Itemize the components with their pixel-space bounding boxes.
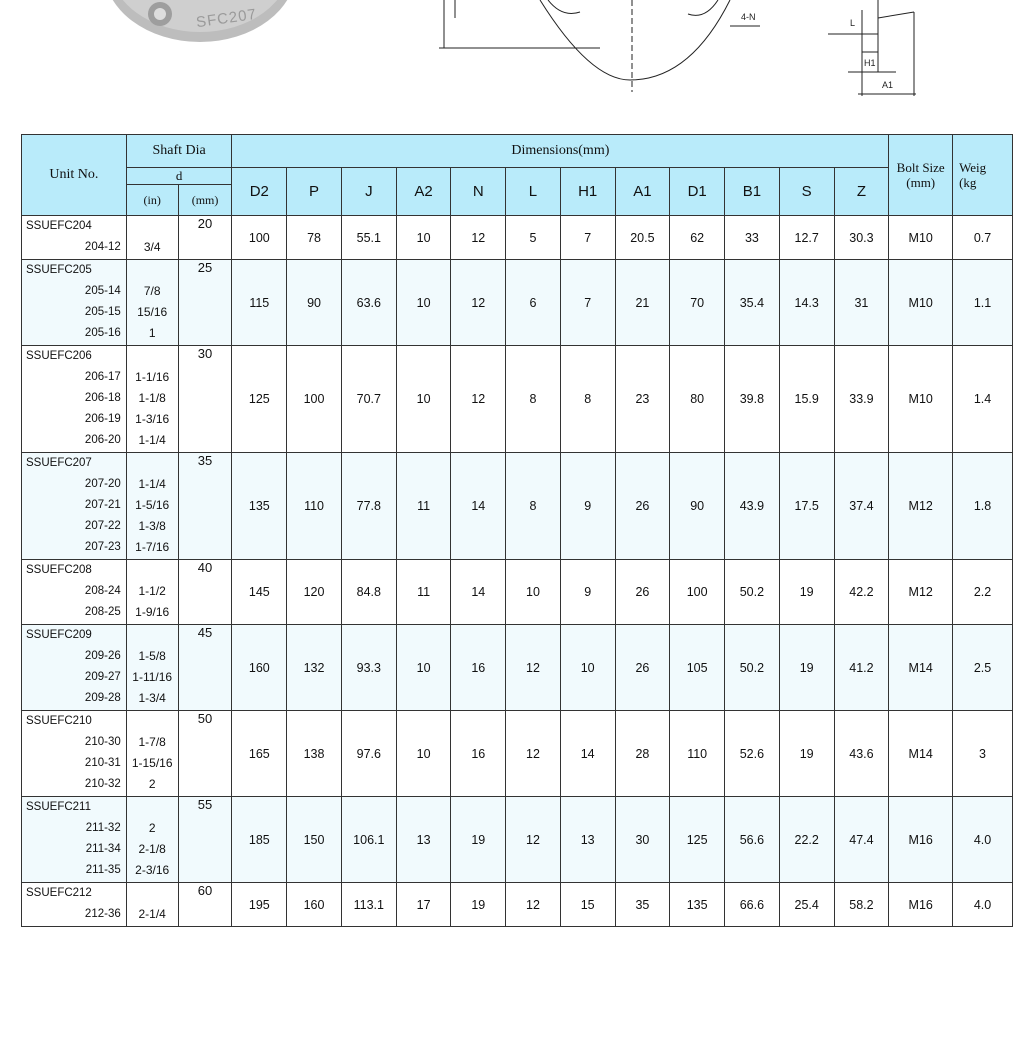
unit-model: SSUEFC209 — [26, 629, 92, 641]
dim-p-cell: 90 — [287, 260, 342, 346]
dim-s-cell: 15.9 — [779, 346, 834, 453]
header-shaft-dia: Shaft Dia — [126, 135, 232, 168]
unit-variant: 207-22 — [84, 520, 121, 532]
table-body — [22, 216, 1013, 927]
dim-p-cell: 150 — [287, 797, 342, 883]
dim-j-cell: 93.3 — [341, 625, 396, 711]
dim-h1-cell: 13 — [560, 797, 615, 883]
unit-variant: 208-24 — [84, 585, 121, 597]
dim-d2-cell: 195 — [232, 883, 287, 927]
dim-d1-cell: 100 — [670, 560, 725, 625]
dim-a1-cell: 35 — [615, 883, 670, 927]
dim-label-h1: H1 — [864, 58, 876, 68]
shaft-mm-cell: 60 — [178, 883, 232, 927]
shaft-inch-value: 1-11/16 — [132, 670, 173, 684]
dim-h1-cell: 7 — [560, 216, 615, 260]
bolt-size-cell: M10 — [889, 216, 953, 260]
dim-p-cell: 120 — [287, 560, 342, 625]
unit-no-cell — [22, 797, 127, 883]
table-header — [22, 135, 1013, 216]
table-row — [22, 216, 1013, 260]
spacer — [127, 260, 178, 281]
shaft-inch-cell — [126, 216, 178, 260]
bolt-size-cell: M10 — [889, 260, 953, 346]
header-col-j: J — [341, 168, 396, 216]
shaft-mm-cell: 20 — [178, 216, 232, 260]
spacer — [127, 797, 178, 818]
dim-d1-cell: 70 — [670, 260, 725, 346]
unit-variant: 207-20 — [84, 478, 121, 490]
header-col-b1: B1 — [725, 168, 780, 216]
dim-s-cell: 19 — [779, 711, 834, 797]
weight-cell: 2.2 — [953, 560, 1013, 625]
weight-cell: 1.1 — [953, 260, 1013, 346]
weight-cell: 1.4 — [953, 346, 1013, 453]
shaft-inch-value: 15/16 — [137, 305, 168, 319]
spacer — [127, 216, 178, 237]
shaft-inch-cell — [126, 453, 178, 560]
unit-variant: 210-32 — [84, 778, 121, 790]
dim-j-cell: 77.8 — [341, 453, 396, 560]
dim-p-cell: 160 — [287, 883, 342, 927]
dim-n-cell: 19 — [451, 797, 506, 883]
dim-a2-cell: 17 — [396, 883, 451, 927]
unit-model: SSUEFC211 — [26, 801, 91, 813]
unit-no-cell — [22, 260, 127, 346]
dim-z-cell: 37.4 — [834, 453, 889, 560]
dim-p-cell: 100 — [287, 346, 342, 453]
unit-variant: 206-17 — [84, 371, 121, 383]
dim-l-cell: 8 — [506, 346, 561, 453]
dim-z-cell: 43.6 — [834, 711, 889, 797]
dim-a1-cell: 20.5 — [615, 216, 670, 260]
weight-cell: 0.7 — [953, 216, 1013, 260]
dim-label-l: L — [850, 18, 856, 28]
shaft-inch-cell — [126, 625, 178, 711]
shaft-inch-value: 1-3/8 — [138, 519, 166, 533]
dim-a1-cell: 26 — [615, 625, 670, 711]
table-row — [22, 625, 1013, 711]
dim-p-cell: 132 — [287, 625, 342, 711]
unit-model: SSUEFC207 — [26, 457, 92, 469]
dim-n-cell: 14 — [451, 560, 506, 625]
shaft-inch-value: 1-5/8 — [138, 649, 166, 663]
header-weight-label: Weig — [959, 160, 987, 175]
unit-variant: 210-31 — [84, 757, 121, 769]
header-col-a2: A2 — [396, 168, 451, 216]
header-col-n: N — [451, 168, 506, 216]
unit-variant: 207-23 — [84, 541, 121, 553]
unit-model: SSUEFC206 — [26, 350, 92, 362]
dim-h1-cell: 9 — [560, 560, 615, 625]
technical-drawings — [0, 0, 1013, 110]
dim-h1-cell: 9 — [560, 453, 615, 560]
dim-s-cell: 14.3 — [779, 260, 834, 346]
header-d: d — [126, 168, 232, 185]
dim-d1-cell: 110 — [670, 711, 725, 797]
dim-d2-cell: 115 — [232, 260, 287, 346]
dim-d2-cell: 165 — [232, 711, 287, 797]
dim-p-cell: 110 — [287, 453, 342, 560]
table-row — [22, 260, 1013, 346]
dim-d1-cell: 90 — [670, 453, 725, 560]
dim-h1-cell: 8 — [560, 346, 615, 453]
table-row — [22, 560, 1013, 625]
shaft-inch-value: 1-3/4 — [138, 691, 166, 705]
spacer — [127, 346, 178, 367]
unit-model: SSUEFC205 — [26, 264, 92, 276]
header-col-a1: A1 — [615, 168, 670, 216]
dimension-table — [21, 134, 1013, 927]
dim-b1-cell: 52.6 — [725, 711, 780, 797]
shaft-inch-value: 1-1/4 — [138, 477, 166, 491]
header-in: (in) — [126, 185, 178, 216]
header-unit-no: Unit No. — [22, 135, 127, 216]
dim-a2-cell: 11 — [396, 453, 451, 560]
unit-no-cell — [22, 883, 127, 927]
spacer — [127, 711, 178, 732]
dim-h1-cell: 7 — [560, 260, 615, 346]
shaft-inch-value: 2-3/16 — [135, 863, 170, 877]
unit-variant: 205-16 — [84, 327, 121, 339]
dim-a2-cell: 13 — [396, 797, 451, 883]
dim-d2-cell: 100 — [232, 216, 287, 260]
unit-no-cell — [22, 346, 127, 453]
unit-variant: 206-19 — [84, 413, 121, 425]
dim-j-cell: 70.7 — [341, 346, 396, 453]
shaft-inch-value: 2 — [148, 821, 156, 835]
dim-d1-cell: 62 — [670, 216, 725, 260]
weight-cell: 4.0 — [953, 883, 1013, 927]
spacer — [127, 453, 178, 474]
dim-s-cell: 19 — [779, 625, 834, 711]
dim-a2-cell: 10 — [396, 711, 451, 797]
shaft-inch-cell — [126, 711, 178, 797]
shaft-inch-cell — [126, 883, 178, 927]
dim-a1-cell: 21 — [615, 260, 670, 346]
shaft-inch-value: 1-3/16 — [135, 412, 170, 426]
product-engraving: SFC207 — [195, 5, 258, 32]
dim-b1-cell: 39.8 — [725, 346, 780, 453]
weight-cell: 3 — [953, 711, 1013, 797]
header-col-d1: D1 — [670, 168, 725, 216]
shaft-inch-value: 1-1/2 — [138, 584, 166, 598]
dim-z-cell: 58.2 — [834, 883, 889, 927]
dim-d1-cell: 80 — [670, 346, 725, 453]
side-view-drawing — [828, 0, 916, 96]
shaft-inch-cell — [126, 797, 178, 883]
shaft-inch-value: 2 — [148, 777, 156, 791]
dim-j-cell: 84.8 — [341, 560, 396, 625]
unit-variant: 205-15 — [84, 306, 121, 318]
shaft-inch-cell — [126, 560, 178, 625]
dim-a2-cell: 10 — [396, 216, 451, 260]
dim-z-cell: 42.2 — [834, 560, 889, 625]
shaft-inch-value: 3/4 — [143, 240, 161, 254]
unit-variant: 205-14 — [84, 285, 121, 297]
dim-a2-cell: 10 — [396, 346, 451, 453]
dim-l-cell: 8 — [506, 453, 561, 560]
dim-l-cell: 12 — [506, 711, 561, 797]
shaft-mm-cell: 35 — [178, 453, 232, 560]
dim-n-cell: 16 — [451, 625, 506, 711]
spacer — [127, 883, 178, 904]
shaft-inch-cell — [126, 346, 178, 453]
bolt-size-cell: M16 — [889, 883, 953, 927]
header-col-d2: D2 — [232, 168, 287, 216]
shaft-inch-value: 1-5/16 — [135, 498, 170, 512]
dim-z-cell: 47.4 — [834, 797, 889, 883]
unit-model: SSUEFC212 — [26, 887, 92, 899]
shaft-mm-cell: 55 — [178, 797, 232, 883]
bolt-size-cell: M12 — [889, 453, 953, 560]
dim-d2-cell: 125 — [232, 346, 287, 453]
dim-d2-cell: 135 — [232, 453, 287, 560]
table-row — [22, 346, 1013, 453]
dim-a1-cell: 28 — [615, 711, 670, 797]
header-weight — [953, 135, 1013, 216]
dim-d2-cell: 160 — [232, 625, 287, 711]
dim-s-cell: 17.5 — [779, 453, 834, 560]
dim-n-cell: 14 — [451, 453, 506, 560]
header-weight-unit: (kg — [959, 175, 977, 190]
dim-n-cell: 19 — [451, 883, 506, 927]
bolt-size-cell: M14 — [889, 625, 953, 711]
dim-s-cell: 12.7 — [779, 216, 834, 260]
spacer — [127, 560, 178, 581]
dim-z-cell: 33.9 — [834, 346, 889, 453]
shaft-inch-value: 1-1/8 — [138, 391, 166, 405]
shaft-mm-cell: 50 — [178, 711, 232, 797]
dim-d1-cell: 135 — [670, 883, 725, 927]
unit-variant: 211-32 — [85, 822, 121, 834]
dim-a1-cell: 30 — [615, 797, 670, 883]
table-row — [22, 711, 1013, 797]
dim-d1-cell: 125 — [670, 797, 725, 883]
dim-a1-cell: 23 — [615, 346, 670, 453]
unit-variant: 206-20 — [84, 434, 121, 446]
drawing-strip — [0, 0, 1013, 110]
unit-no-cell — [22, 560, 127, 625]
unit-variant: 208-25 — [84, 606, 121, 618]
dim-a2-cell: 10 — [396, 260, 451, 346]
dim-b1-cell: 33 — [725, 216, 780, 260]
unit-variant: 206-18 — [84, 392, 121, 404]
header-mm: (mm) — [178, 185, 232, 216]
header-col-h1: H1 — [560, 168, 615, 216]
unit-model: SSUEFC204 — [26, 220, 92, 232]
unit-variant: 207-21 — [84, 499, 121, 511]
shaft-inch-value: 1-7/8 — [138, 735, 166, 749]
shaft-inch-value: 2-1/8 — [138, 842, 166, 856]
unit-variant: 211-35 — [85, 864, 121, 876]
dim-j-cell: 113.1 — [341, 883, 396, 927]
dim-z-cell: 30.3 — [834, 216, 889, 260]
shaft-inch-value: 1 — [148, 326, 156, 340]
dim-j-cell: 55.1 — [341, 216, 396, 260]
dim-d2-cell: 145 — [232, 560, 287, 625]
dim-h1-cell: 15 — [560, 883, 615, 927]
shaft-inch-value: 1-15/16 — [131, 756, 173, 770]
table-row — [22, 453, 1013, 560]
dim-a1-cell: 26 — [615, 453, 670, 560]
unit-variant: 210-30 — [84, 736, 121, 748]
unit-no-cell — [22, 216, 127, 260]
shaft-inch-value: 1-1/16 — [135, 370, 170, 384]
dim-a2-cell: 11 — [396, 560, 451, 625]
unit-no-cell — [22, 625, 127, 711]
weight-cell: 1.8 — [953, 453, 1013, 560]
unit-variant: 204-12 — [84, 241, 121, 253]
shaft-mm-cell: 25 — [178, 260, 232, 346]
dim-l-cell: 12 — [506, 797, 561, 883]
unit-variant: 212-36 — [84, 908, 121, 920]
dim-j-cell: 97.6 — [341, 711, 396, 797]
unit-variant: 211-34 — [85, 843, 121, 855]
table-row — [22, 883, 1013, 927]
dim-d2-cell: 185 — [232, 797, 287, 883]
dim-h1-cell: 14 — [560, 711, 615, 797]
unit-no-cell — [22, 711, 127, 797]
dim-label-a1: A1 — [882, 80, 894, 90]
dim-z-cell: 41.2 — [834, 625, 889, 711]
header-col-p: P — [287, 168, 342, 216]
dim-l-cell: 6 — [506, 260, 561, 346]
unit-no-cell — [22, 453, 127, 560]
table-row — [22, 797, 1013, 883]
dim-b1-cell: 66.6 — [725, 883, 780, 927]
unit-model: SSUEFC210 — [26, 715, 92, 727]
weight-cell: 2.5 — [953, 625, 1013, 711]
dim-n-cell: 12 — [451, 346, 506, 453]
dim-b1-cell: 43.9 — [725, 453, 780, 560]
shaft-mm-cell: 40 — [178, 560, 232, 625]
shaft-inch-value: 1-9/16 — [135, 605, 170, 619]
header-col-s: S — [779, 168, 834, 216]
dim-l-cell: 5 — [506, 216, 561, 260]
dim-j-cell: 63.6 — [341, 260, 396, 346]
dim-j-cell: 106.1 — [341, 797, 396, 883]
dim-l-cell: 10 — [506, 560, 561, 625]
header-dimensions: Dimensions(mm) — [232, 135, 889, 168]
dim-s-cell: 19 — [779, 560, 834, 625]
shaft-inch-value: 7/8 — [143, 284, 161, 298]
shaft-mm-cell: 45 — [178, 625, 232, 711]
dim-h1-cell: 10 — [560, 625, 615, 711]
header-bolt-size-label: Bolt Size — [896, 160, 945, 175]
shaft-inch-value: 2-1/4 — [138, 907, 166, 921]
header-bolt-size-unit: (mm) — [906, 175, 936, 190]
bolt-size-cell: M12 — [889, 560, 953, 625]
dim-b1-cell: 50.2 — [725, 625, 780, 711]
bolt-size-cell: M10 — [889, 346, 953, 453]
shaft-inch-cell — [126, 260, 178, 346]
dim-s-cell: 25.4 — [779, 883, 834, 927]
bolt-size-cell: M14 — [889, 711, 953, 797]
dim-n-cell: 12 — [451, 216, 506, 260]
unit-model: SSUEFC208 — [26, 564, 92, 576]
header-col-l: L — [506, 168, 561, 216]
dim-n-cell: 12 — [451, 260, 506, 346]
dim-d1-cell: 105 — [670, 625, 725, 711]
dim-a1-cell: 26 — [615, 560, 670, 625]
dim-z-cell: 31 — [834, 260, 889, 346]
spacer — [127, 625, 178, 646]
dim-n-cell: 16 — [451, 711, 506, 797]
dim-a2-cell: 10 — [396, 625, 451, 711]
dim-p-cell: 138 — [287, 711, 342, 797]
hole-count-label: 4-N — [741, 12, 756, 22]
header-bolt-size — [889, 135, 953, 216]
dim-l-cell: 12 — [506, 625, 561, 711]
unit-variant: 209-26 — [84, 650, 121, 662]
header-col-z: Z — [834, 168, 889, 216]
dim-s-cell: 22.2 — [779, 797, 834, 883]
dim-b1-cell: 35.4 — [725, 260, 780, 346]
bolt-size-cell: M16 — [889, 797, 953, 883]
unit-variant: 209-28 — [84, 692, 121, 704]
front-view-drawing — [439, 0, 760, 92]
weight-cell: 4.0 — [953, 797, 1013, 883]
shaft-inch-value: 1-7/16 — [135, 540, 170, 554]
dim-p-cell: 78 — [287, 216, 342, 260]
dim-l-cell: 12 — [506, 883, 561, 927]
shaft-mm-cell: 30 — [178, 346, 232, 453]
shaft-inch-value: 1-1/4 — [138, 433, 166, 447]
unit-variant: 209-27 — [84, 671, 121, 683]
dim-b1-cell: 56.6 — [725, 797, 780, 883]
dim-b1-cell: 50.2 — [725, 560, 780, 625]
